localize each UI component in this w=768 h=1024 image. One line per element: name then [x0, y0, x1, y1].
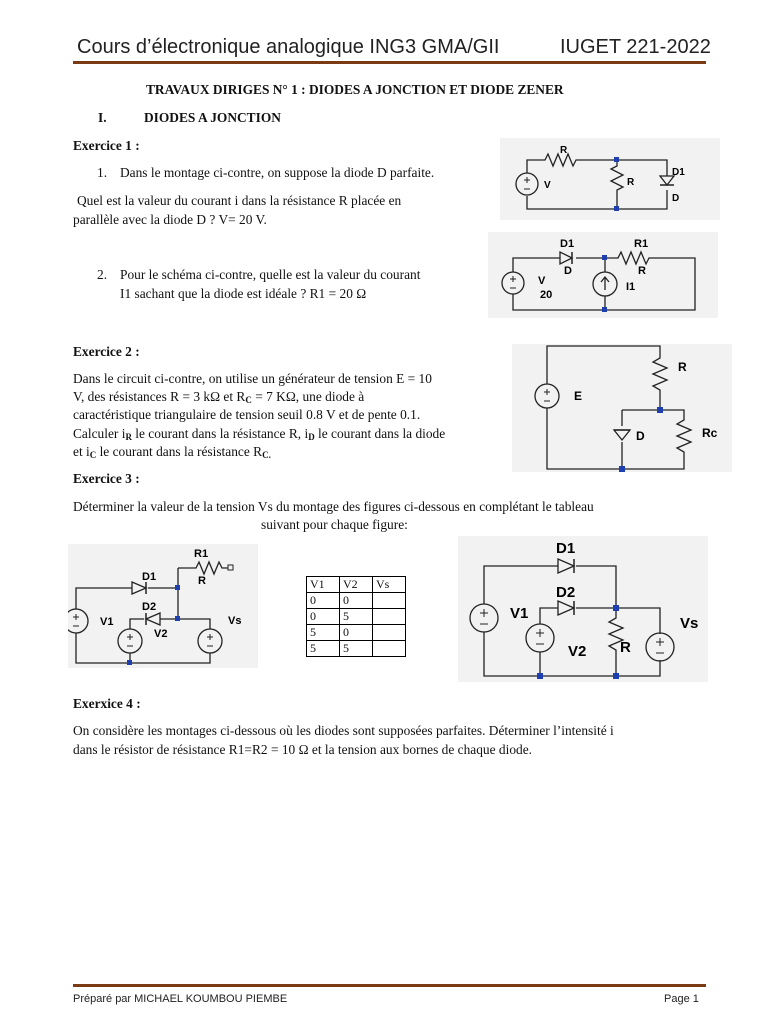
ex1-q1-line3: parallèle avec la diode D ? V= 20 V.: [73, 212, 267, 227]
circuit-1-label-r-mid: R: [627, 177, 635, 188]
circuit-2-label-r: R: [638, 265, 646, 277]
header-course-title: Cours d’électronique analogique ING3 GMA/GII: [77, 36, 500, 58]
circuit-2-label-r1: R1: [634, 238, 649, 250]
ex1-q2-line2: I1 sachant que la diode est idéale ? R1 = 20 Ω: [120, 286, 367, 301]
circuit-5-label-d2: D2: [556, 584, 576, 601]
ex4-heading: Exerxice 4 :: [73, 696, 141, 711]
table-cell: [373, 641, 406, 657]
table-header-cell: Vs: [373, 577, 406, 593]
ex4-line2: dans le résistor de résistance R1=R2 = 10 Ω et la tension aux bornes de chaque diode.: [73, 742, 533, 757]
ex4-line1: On considère les montages ci-dessous où les diodes sont supposées parfaites. Déterminer l’intensité i: [73, 723, 614, 738]
circuit-5-diagram: [458, 536, 708, 682]
circuit-4-label-v1: V1: [100, 616, 114, 628]
table-row: [307, 609, 406, 625]
table-header-cell: V1: [307, 577, 340, 593]
circuit-5-label-vs: Vs: [680, 615, 699, 632]
ex1-heading: Exercice 1 :: [73, 138, 140, 153]
table-row: [307, 641, 406, 657]
ex2-line3: caractéristique triangulaire de tension seuil 0.8 V et de pente 0.1.: [73, 407, 421, 422]
circuit-3-label-d: D: [636, 429, 645, 443]
footer-rule: [73, 984, 706, 987]
circuit-4-label-d1: D1: [142, 571, 157, 583]
circuit-4-label-v2: V2: [154, 628, 168, 640]
circuit-2-label-20: 20: [540, 289, 553, 301]
circuit-1-label-d: D: [672, 193, 680, 204]
ex1-q2-line1: Pour le schéma ci-contre, quelle est la valeur du courant: [120, 267, 421, 282]
table-cell: 5: [307, 625, 340, 641]
header-school-year: IUGET 221-2022: [560, 36, 711, 58]
circuit-3-diagram: [512, 344, 732, 472]
circuit-3-label-rc: Rc: [702, 426, 718, 440]
table-cell: 5: [340, 641, 373, 657]
document-title: TRAVAUX DIRIGES N° 1 : DIODES A JONCTION ET DIODE ZENER: [146, 82, 564, 97]
circuit-2-diagram: [488, 232, 718, 318]
table-cell: 0: [340, 593, 373, 609]
ex1-q2-number: 2.: [97, 267, 108, 282]
table-cell: 5: [307, 641, 340, 657]
section-title: DIODES A JONCTION: [144, 110, 281, 125]
table-header-row: [307, 577, 406, 593]
section-number: I.: [98, 110, 107, 125]
footer-page-number: Page 1: [664, 993, 699, 1005]
circuit-1-diagram: [500, 138, 720, 220]
circuit-2-label-v: V: [538, 275, 546, 287]
ex3-heading: Exercice 3 :: [73, 471, 140, 486]
circuit-1-label-d1: D1: [672, 167, 685, 178]
ex1-q1-line2: Quel est la valeur du courant i dans la résistance R placée en: [77, 193, 402, 208]
table-cell: 0: [340, 625, 373, 641]
table-cell: [373, 593, 406, 609]
ex1-q1-number: 1.: [97, 165, 108, 180]
footer-author: Préparé par MICHAEL KOUMBOU PIEMBE: [73, 993, 288, 1005]
circuit-5-label-v2: V2: [568, 643, 587, 660]
ex2-line5: et $i_C$ le courant dans la résistance $R_{C.}$: [73, 444, 271, 460]
table-cell: 5: [340, 609, 373, 625]
table-row: [307, 625, 406, 641]
table-header-cell: V2: [340, 577, 373, 593]
circuit-5-label-r: R: [620, 639, 631, 656]
ex2-line2: V, des résistances R = 3 kΩ et $R_C = 7$ KΩ, une diode à: [73, 389, 365, 405]
circuit-5-label-d1: D1: [556, 540, 576, 557]
circuit-3-label-e: E: [574, 389, 583, 403]
circuit-5-label-v1: V1: [510, 605, 529, 622]
ex2-line1: Dans le circuit ci-contre, on utilise un générateur de tension E = 10: [73, 371, 432, 386]
voltage-table: [306, 576, 406, 657]
circuit-2-label-i1: I1: [626, 281, 636, 293]
circuit-2-label-d1: D1: [560, 238, 575, 250]
circuit-4-label-r1: R1: [194, 548, 209, 560]
table-cell: [373, 609, 406, 625]
circuit-4-label-r: R: [198, 575, 206, 587]
ex1-q1-line1: Dans le montage ci-contre, on suppose la diode D parfaite.: [120, 165, 435, 180]
table-cell: 0: [307, 593, 340, 609]
circuit-1-label-r-top: R: [560, 145, 568, 156]
header-rule: [73, 61, 706, 64]
circuit-4-diagram: [68, 544, 258, 668]
circuit-2-label-d: D: [564, 265, 572, 277]
table-row: [307, 593, 406, 609]
ex2-line4: Calculer $i_R$ le courant dans la résistance R, $i_D$ le courant dans la diode: [73, 426, 446, 442]
ex3-line2: suivant pour chaque figure:: [261, 517, 408, 532]
circuit-4-label-vs: Vs: [228, 615, 242, 627]
ex3-line1: Déterminer la valeur de la tension Vs du montage des figures ci-dessous en complétant le tableau: [73, 499, 594, 514]
circuit-3-label-r: R: [678, 360, 687, 374]
table-cell: [373, 625, 406, 641]
circuit-4-label-d2: D2: [142, 601, 157, 613]
ex2-heading: Exercice 2 :: [73, 344, 140, 359]
table-cell: 0: [307, 609, 340, 625]
circuit-1-label-v: V: [544, 180, 551, 191]
